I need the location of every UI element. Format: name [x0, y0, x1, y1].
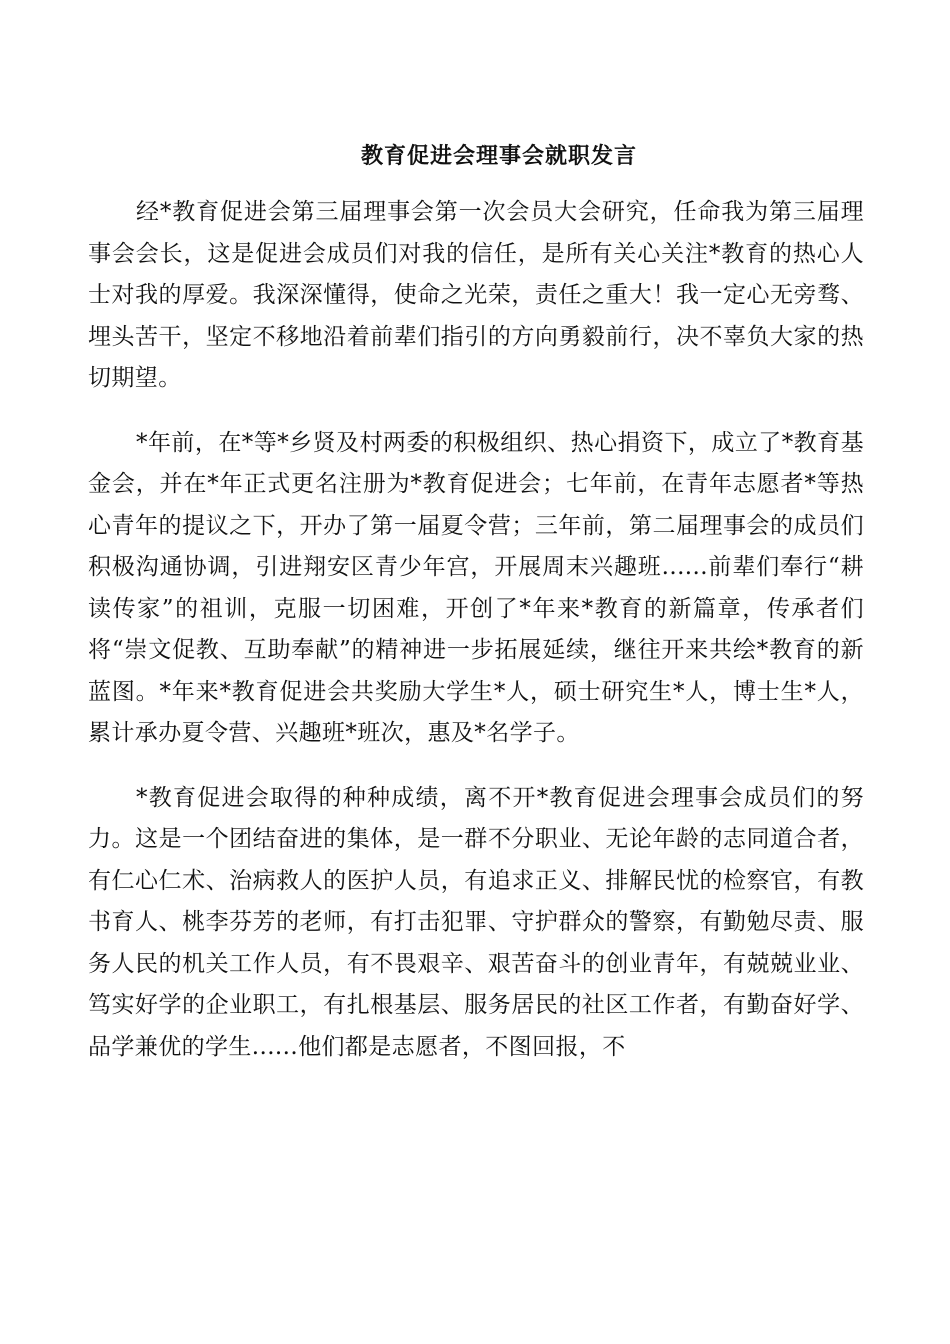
paragraph-2: *年前，在*等*乡贤及村两委的积极组织、热心捐资下，成立了*教育基金会，并在*年正式更名注册为*教育促进会；七年前，在青年志愿者*等热心青年的提议之下，开办了第一届夏令营；三年前，第二届理事会的成员们积极沟通协调，引进翔安区青少年宫，开展周末兴趣班......前辈们奉行“耕读传家”的祖训，克服一切困难，开创了*年来*教育的新篇章，传承者们将“崇文促教、互助奉献”的精神进一步拓展延续，继往开来共绘*教育的新蓝图。*年来*教育促进会共奖励大学生*人，硕士研究生*人，博士生*人，累计承办夏令营、兴趣班*班次，惠及*名学子。 [88, 429, 864, 746]
document-body [88, 192, 864, 1068]
paragraph-3: *教育促进会取得的种种成绩，离不开*教育促进会理事会成员们的努力。这是一个团结奋进的集体，是一群不分职业、无论年龄的志同道合者，有仁心仁术、治病救人的医护人员，有追求正义、排解民忧的检察官，有教书育人、桃李芬芳的老师，有打击犯罪、守护群众的警察，有勤勉尽责、服务人民的机关工作人员，有不畏艰辛、艰苦奋斗的创业青年，有兢兢业业、笃实好学的企业职工，有扎根基层、服务居民的社区工作者，有勤奋好学、品学兼优的学生......他们都是志愿者，不图回报，不 [88, 784, 864, 1060]
document-title: 教育促进会理事会就职发言 [360, 143, 637, 169]
paragraph-1: 经*教育促进会第三届理事会第一次会员大会研究，任命我为第三届理事会会长，这是促进会成员们对我的信任，是所有关心关注*教育的热心人士对我的厚爱。我深深懂得，使命之光荣，责任之重大！我一定心无旁骛、埋头苦干，坚定不移地沿着前辈们指引的方向勇毅前行，决不辜负大家的热切期望。 [88, 199, 864, 391]
